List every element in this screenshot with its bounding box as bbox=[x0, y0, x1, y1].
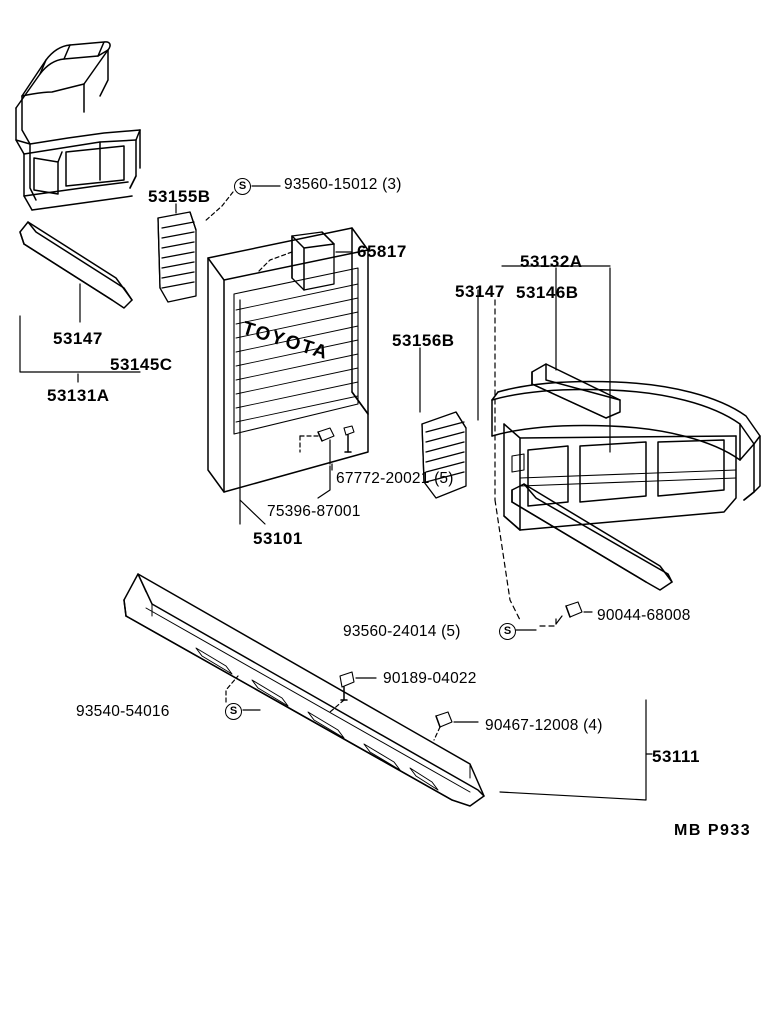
callout-53101: 53101 bbox=[253, 529, 303, 548]
screw-marker-1: S bbox=[234, 178, 251, 195]
callout-93540-54016: 93540-54016 bbox=[76, 703, 170, 720]
callout-67772-20021: 67772-20021 (5) bbox=[336, 470, 454, 487]
diagram-footer-code: MB P933 bbox=[674, 822, 752, 839]
callout-90189-04022: 90189-04022 bbox=[383, 670, 477, 687]
toyota-emblem-text: TOYOTA bbox=[239, 318, 332, 365]
callout-53155B: 53155B bbox=[148, 187, 211, 206]
callout-53147-left: 53147 bbox=[53, 329, 103, 348]
callout-53147-right: 53147 bbox=[455, 282, 505, 301]
callout-65817: 65817 bbox=[357, 242, 407, 261]
screw-marker-3: S bbox=[225, 703, 242, 720]
callout-53132A: 53132A bbox=[520, 252, 583, 271]
screw-marker-2: S bbox=[499, 623, 516, 640]
callout-93560-24014: 93560-24014 (5) bbox=[343, 623, 461, 640]
callout-53131A: 53131A bbox=[47, 386, 110, 405]
callout-90044-68008: 90044-68008 bbox=[597, 607, 691, 624]
callout-53156B: 53156B bbox=[392, 331, 455, 350]
callout-53146B: 53146B bbox=[516, 283, 579, 302]
callout-53111: 53111 bbox=[652, 747, 700, 766]
callout-75396-87001: 75396-87001 bbox=[267, 503, 361, 520]
callout-93560-15012: 93560-15012 (3) bbox=[284, 176, 402, 193]
callout-90467-12008: 90467-12008 (4) bbox=[485, 717, 603, 734]
callout-53145C: 53145C bbox=[110, 355, 173, 374]
